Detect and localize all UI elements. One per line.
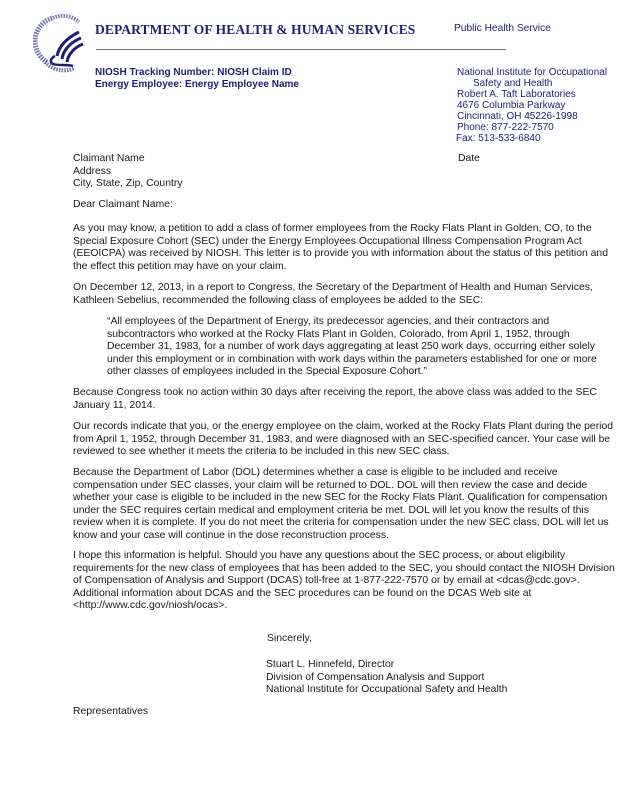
recipient-block (73, 153, 183, 191)
department-name: DEPARTMENT OF HEALTH & HUMAN SERVICES (95, 22, 416, 37)
sec-class-definition-quote: “All employees of the Department of Energy, its predecessor agencies, and their contractors and subcontractors who worked at the Rocky Flats Plant in Golden, Colorado, from April 1, 1952, through December 31, 1983, for a number of work days aggregating at least 250 work days, occurring either solely under this employment or in combination with work days within the parameters established for one or more other classes of employees included in the Special Exposure Cohort.” (107, 316, 597, 378)
sender-address (457, 67, 607, 144)
address-line: 4676 Columbia Parkway (457, 100, 566, 111)
signer-division: Division of Compensation Analysis and Support (266, 671, 485, 683)
address-line: Cincinnati, OH 45226-1998 (457, 111, 578, 122)
paragraph-report-to-congress: On December 12, 2013, in a report to Congress, the Secretary of the Department of Health and Human Services, Kathleen Sebelius, recommended the following class of employees be added to the SEC: (73, 282, 593, 306)
letter-date: Date (458, 153, 480, 164)
hhs-eagle-seal-icon (33, 10, 89, 74)
paragraph-dol-review: Because the Department of Labor (DOL) determines whether a case is eligible to be included and receive compensation under SEC classes, your claim will be returned to DOL. DOL will then review the case and decide whether your case is eligible to be included in the new SEC for the Rocky Flats Plant. Qualification for compensation under the SEC requires certain medical and employment criteria be met. DOL will let you know the results of this review when it is complete. If you do not meet the criteria for compensation under the new SEC class, DOL will let us know and your case will continue in the dose reconstruction process. (73, 467, 609, 541)
public-health-service-label: Public Health Service (454, 23, 551, 34)
letterhead-divider (96, 49, 506, 50)
paragraph-petition-intro: As you may know, a petition to add a class of former employees from the Rocky Flats Plant in Golden, CO, to the Special Exposure Cohort (SEC) under the Energy Employees Occupational Illness Compensation Program Act (EEOICPA) was received by NIOSH. This letter is to provide you with information about the status of this petition and the effect this petition may have on your claim. (73, 223, 608, 272)
closing: Sincerely, (267, 633, 312, 644)
address-line: National Institute for Occupational (457, 67, 608, 78)
fax-number: Fax: 513-533-6840 (456, 133, 541, 144)
signer-institute: National Institute for Occupational Safety and Health (266, 684, 508, 696)
paragraph-contact-info: I hope this information is helpful. Should you have any questions about the SEC process, or about eligibility requirements for the new class of employees that has been added to the SEC, you should contact the NIOSH Division of Compensation of Analysis and Support (DCAS) toll-free at 1-877-222-7570 or by email at <dcas@cdc.gov>. Additional information about DCAS and the SEC procedures can be found on the DCAS Web site at <http://www.cdc.gov/niosh/ocas>. (73, 550, 615, 612)
claim-info (95, 67, 299, 91)
tracking-number: NIOSH Tracking Number: NIOSH Claim ID (95, 67, 292, 78)
recipient-name: Claimant Name (73, 153, 145, 164)
energy-employee: Energy Employee: Energy Employee Name (95, 79, 299, 90)
address-line: Safety and Health (473, 78, 553, 89)
signer-name-title: Stuart L. Hinnefeld, Director (266, 659, 395, 670)
recipient-city-line: City, State, Zip, Country (73, 178, 183, 190)
recipient-address: Address (73, 165, 112, 177)
salutation: Dear Claimant Name: (73, 199, 173, 210)
address-line: Robert A. Taft Laboratories (457, 89, 576, 100)
phone-number: Phone: 877-222-7570 (457, 122, 554, 133)
signature-block (266, 659, 507, 697)
cc-representatives: Representatives (73, 706, 149, 717)
paragraph-class-added: Because Congress took no action within 30 days after receiving the report, the above class was added to the SEC January 11, 2014. (73, 387, 597, 411)
paragraph-records: Our records indicate that you, or the energy employee on the claim, worked at the Rocky Flats Plant during the period from April 1, 1952, through December 31, 1983, and were diagnosed with an SEC-specified cancer. Your case will be reviewed to see whether it meets the criteria to be included in this new SEC class. (73, 421, 614, 458)
